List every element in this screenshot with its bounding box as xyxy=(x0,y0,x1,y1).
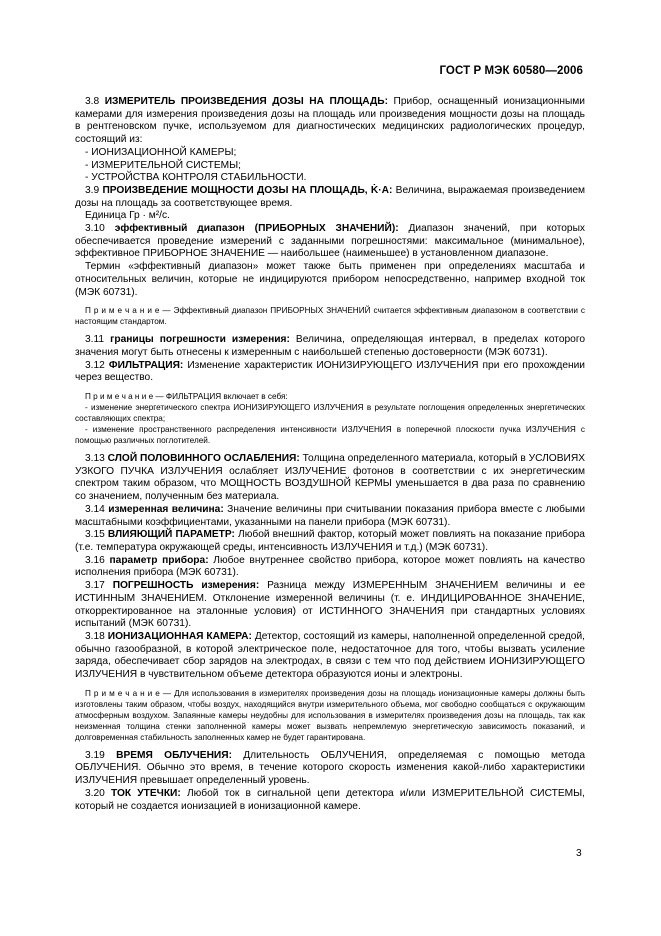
page-number: 3 xyxy=(576,848,582,859)
clause-text: Любой ток в сигнальной цепи детектора и/или ИЗМЕРИТЕЛЬНОЙ СИСТЕМЫ, который не создается ионизацией в ионизационной камере. xyxy=(75,787,585,812)
clause-number: 3.15 xyxy=(85,529,105,541)
clause-3-16 xyxy=(75,555,585,580)
document-code-header: ГОСТ Р МЭК 60580—2006 xyxy=(439,65,583,77)
clause-text: Значение величины при считывании показания прибора вместе с любыми масштабными коэффициентами, указанными на панели прибора (МЭК 60731). xyxy=(75,503,586,528)
clause-number: 3.13 xyxy=(85,453,105,465)
list-item: - ИЗМЕРИТЕЛЬНОЙ СИСТЕМЫ; xyxy=(85,159,241,171)
clause-3-18 xyxy=(75,631,585,682)
note-3-10 xyxy=(75,305,585,327)
clause-3-10 xyxy=(75,223,585,261)
clause-number: 3.9 xyxy=(85,184,100,196)
clause-text-continued: Термин «эффективный диапазон» может также быть применен при определениях масштаба и относительных величин, которые не индицируются прибором непосредственно, например входной ток (МЭК 60731). xyxy=(75,261,585,298)
clause-3-20 xyxy=(75,788,585,813)
clause-term: параметр прибора: xyxy=(109,554,209,566)
clause-term: ТОК УТЕЧКИ: xyxy=(111,787,181,799)
note-3-12 xyxy=(75,391,585,402)
clause-text: Величина, выражаемая произведением дозы на площадь за соответствующее время. xyxy=(75,184,585,209)
clause-number: 3.10 xyxy=(85,223,105,235)
clause-3-8 xyxy=(75,96,585,147)
clause-number: 3.11 xyxy=(85,334,105,346)
clause-number: 3.16 xyxy=(85,554,105,566)
clause-term: измеренная величина: xyxy=(108,503,224,515)
clause-text: Разница между ИЗМЕРЕННЫМ ЗНАЧЕНИЕМ величины и ее ИСТИННЫМ ЗНАЧЕНИЕМ. Отклонение измеренной величины (т. е. ИНДИЦИРОВАННОЕ ЗНАЧЕНИЕ, откорректированное на эталонные условия) от ИСТИННОГО ЗНАЧЕНИЯ при стандартных условиях испытаний (МЭК 60731). xyxy=(75,580,585,630)
clause-term: эффективный диапазон (ПРИБОРНЫХ ЗНАЧЕНИЙ): xyxy=(114,223,399,235)
clause-3-12 xyxy=(75,360,585,385)
clause-number: 3.17 xyxy=(85,580,105,592)
clause-term: ВЛИЯЮЩИЙ ПАРАМЕТР: xyxy=(107,529,235,541)
note-label: П р и м е ч а н и е xyxy=(85,306,160,316)
clause-text: Величина, определяющая интервал, в пределах которого значения могут быть отнесены к измеренным с наибольшей степенью достоверности (МЭК 60731). xyxy=(75,334,585,358)
note-text: — Для использования в измерителях произведения дозы на площадь ионизационные камеры должны быть изготовлены таким образом, чтобы воздух, находящийся внутри измерительного объема, мог свободно сообщаться с окружающим атмосферным воздухом. Запаянные камеры неудобны для использования в измерителях произведения дозы на площадь, так как неизменная толщина стенки заполненной камеры может вызвать непремлемую энергетическую зависимость показаний, и долговременная стабильность заполненных камер не будет гарантирована. xyxy=(75,688,586,742)
note-label: П р и м е ч а н и е xyxy=(85,392,154,402)
clause-unit: Единица Гр · м²/с. xyxy=(85,210,170,222)
list-item: - ИОНИЗАЦИОННОЙ КАМЕРЫ; xyxy=(85,146,237,158)
clause-3-14 xyxy=(75,504,585,529)
clause-number: 3.14 xyxy=(85,503,105,515)
clause-text: Любое внутреннее свойство прибора, которое может повлиять на качество исполнения прибора (МЭК 60731). xyxy=(75,554,585,579)
clause-text: Изменение характеристик ИОНИЗИРУЮЩЕГО ИЗЛУЧЕНИЯ при его прохождении через вещество. xyxy=(75,359,585,384)
clause-term: ПРОИЗВЕДЕНИЕ МОЩНОСТИ ДОЗЫ НА ПЛОЩАДЬ, K̇·A: xyxy=(102,184,393,196)
note-list-item: - изменение энергетического спектра ИОНИЗИРУЮЩЕГО ИЗЛУЧЕНИЯ в результате поглощения определенных энергетических составляющих спектра; xyxy=(75,403,585,424)
clause-term: ФИЛЬТРАЦИЯ: xyxy=(108,359,184,371)
clause-number: 3.8 xyxy=(85,96,100,107)
clause-number: 3.18 xyxy=(85,630,105,642)
clause-term: ПОГРЕШНОСТЬ измерения: xyxy=(112,580,260,592)
clause-text: Толщина определенного материала, который в УСЛОВИЯХ УЗКОГО ПУЧКА ИЗЛУЧЕНИЯ ослабляет ИЗЛУЧЕНИЕ фотонов в соответствии с их энергетическим спектром таким образом, что МОЩНОСТЬ ВОЗДУШНОЙ КЕРМЫ уменьшается в два раза по сравнению со значением, полученным без материала. xyxy=(75,453,585,503)
clause-text: Диапазон значений, при которых обеспечивается проведение измерений с заданными погрешностями: максимальное (минимальное), эффективное ПРИБОРНОЕ ЗНАЧЕНИЕ — наибольшее (наименьшее) в установленном диапазоне. xyxy=(75,223,585,260)
clause-term: СЛОЙ ПОЛОВИННОГО ОСЛАБЛЕНИЯ: xyxy=(107,453,300,465)
note-text: — Эффективный диапазон ПРИБОРНЫХ ЗНАЧЕНИЙ считается эффективным диапазоном в соответствии с настоящим стандартом. xyxy=(75,306,585,327)
clause-number: 3.19 xyxy=(85,749,105,761)
clause-term: ВРЕМЯ ОБЛУЧЕНИЯ: xyxy=(116,749,232,761)
clause-3-17 xyxy=(75,580,585,631)
clause-3-19 xyxy=(75,750,585,788)
clause-3-15 xyxy=(75,529,585,554)
clause-number: 3.20 xyxy=(85,787,105,799)
clause-term: ИЗМЕРИТЕЛЬ ПРОИЗВЕДЕНИЯ ДОЗЫ НА ПЛОЩАДЬ: xyxy=(104,96,388,107)
clause-3-13 xyxy=(75,453,585,504)
clause-text: Длительность ОБЛУЧЕНИЯ, определяемая с помощью метода ОБЛУЧЕНИЯ. Обычно это время, в течение которого скорость изменения какой-либо характеристики ИЗЛУЧЕНИЯ превышает определенный уровень. xyxy=(75,749,585,787)
clause-text: Любой внешний фактор, который может повлиять на показание прибора (т.е. температура окружающей среды, интенсивность ИЗЛУЧЕНИЯ и т.д.) (МЭК 60731). xyxy=(75,529,585,553)
clause-text: Детектор, состоящий из камеры, наполненной определенной средой, обычно газообразной, в которой электрическое поле, недостаточное для того, чтобы вызвать усиление заряда, обеспечивает сбор зарядов на электродах, в связи с тем что под действием ИОНИЗИРУЮЩЕГО ИЗЛУЧЕНИЯ в чувствительном объеме детектора образуются ионы и электроны. xyxy=(75,630,585,681)
document-body xyxy=(75,96,585,813)
note-text: — ФИЛЬТРАЦИЯ включает в себя: xyxy=(153,392,288,402)
note-3-18 xyxy=(75,688,585,743)
clause-3-11 xyxy=(75,334,585,359)
clause-term: ИОНИЗАЦИОННАЯ КАМЕРА: xyxy=(107,630,252,642)
note-label: П р и м е ч а н и е xyxy=(85,688,160,698)
clause-text: Прибор, оснащенный ионизационными камерами для измерения произведения дозы на площадь или произведения мощности дозы на площадь в рентгеновском пучке, используемом для диагностических медицинских радиологических процедур, состоящий из: xyxy=(75,96,585,146)
note-list-item: - изменение пространственного распределения интенсивности ИЗЛУЧЕНИЯ в поперечной плоскости пучка ИЗЛУЧЕНИЯ с помощью различных поглотителей. xyxy=(75,425,585,446)
clause-term: границы погрешности измерения: xyxy=(110,334,290,346)
clause-3-9 xyxy=(75,185,585,210)
list-item: - УСТРОЙСТВА КОНТРОЛЯ СТАБИЛЬНОСТИ. xyxy=(85,172,307,184)
clause-number: 3.12 xyxy=(85,359,105,371)
